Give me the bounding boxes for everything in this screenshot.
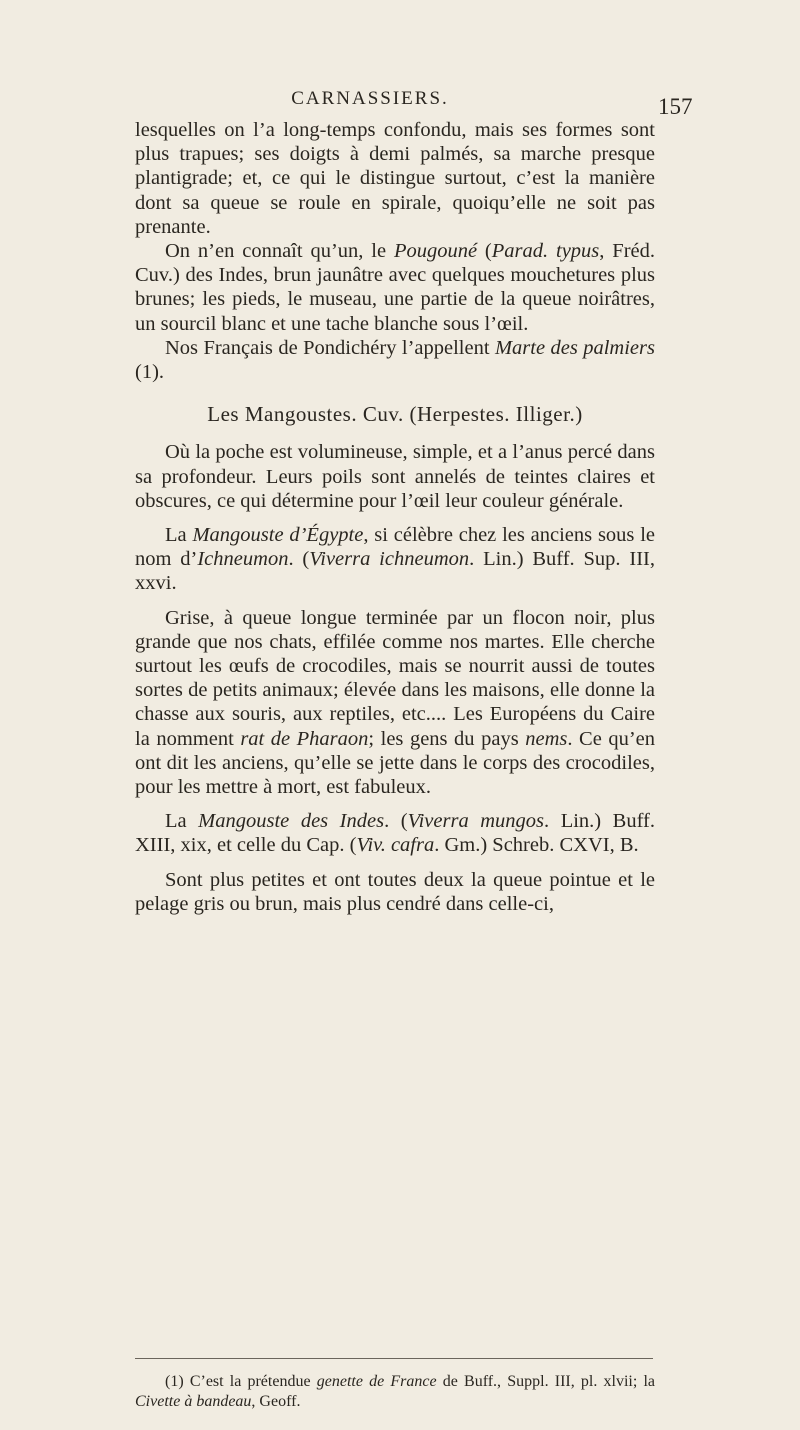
italic-latin-name: Viv. cafra (356, 834, 435, 857)
italic-common-name: Marte des palmiers (494, 336, 655, 359)
text-span: (1) C’est la prétendue (165, 1373, 317, 1390)
footnote-divider (135, 1358, 653, 1359)
page-number: 157 (658, 94, 693, 119)
paragraph-8: Sont plus petites et ont toutes deux la queue pointue et le pelage gris ou brun, mais plus cendré dans celle-ci, (135, 868, 655, 915)
page-header (0, 88, 800, 118)
italic-name: genette de France (316, 1373, 437, 1390)
italic-species-title: Mangouste des Indes (198, 810, 385, 833)
footnote-text (135, 1372, 655, 1412)
text-span: , si célèbre chez les anciens sous le nom d’ (135, 524, 655, 571)
heading-genus: Herpestes (416, 402, 505, 427)
italic-local-name: rat de Pharaon (240, 727, 369, 750)
text-span: ( (477, 240, 492, 263)
paragraph-4: Où la poche est volumineuse, simple, et a l’anus percé dans sa profondeur. Leurs poils sont annelés de teintes claires et obscures, ce qui détermine pour l’œil leur couleur générale. (135, 441, 655, 512)
italic-name: Civette à bandeau (135, 1393, 252, 1410)
paragraph-1: lesquelles on l’a long-temps confondu, mais ses formes sont plus trapues; ses doigts à demi palmés, sa marche presque plantigrade; et, ce qui le distingue surtout, c’est la manière dont sa queue se roule en spirale, quoiqu’elle ne soit pas prenante. (135, 119, 655, 238)
text-span: ; les gens du pays (368, 727, 526, 750)
paragraph-3 (135, 336, 655, 384)
paragraph-5-species-egypt (135, 523, 655, 596)
heading-text: . Illiger.) (504, 402, 583, 427)
footnote-reference: (1). (135, 361, 165, 384)
text-span: On n’en connaît qu’un, le (165, 240, 394, 263)
paragraph-6-description (135, 606, 655, 800)
running-head: CARNASSIERS. (291, 88, 449, 109)
paragraph-7-species-indes (135, 809, 655, 857)
italic-name-pougoune: Pougouné (393, 240, 478, 263)
italic-latin-name: Viverra ichneumon (309, 548, 470, 571)
text-span: , Fréd. Cuv.) des Indes, brun jaunâtre avec quelques mouchetures plus brunes; les pieds, le museau, une partie de la queue noirâtres, un sourcil blanc et une tache blanche sous l’œil. (135, 240, 655, 335)
section-heading-mangoustes (135, 402, 655, 426)
text-span: . Lin.) Buff. Sup. III, xxvi. (135, 548, 655, 595)
heading-text: Les Mangoustes. Cuv. ( (207, 402, 417, 427)
text-span: . Lin.) Buff. XIII, xix, et celle du Cap. ( (135, 810, 655, 857)
italic-species-title: Mangouste d’Égypte (192, 524, 364, 547)
italic-latin-name: Parad. typus (491, 240, 600, 263)
text-span: . Gm.) Schreb. CXVI, B. (434, 834, 639, 857)
italic-latin-name: Viverra mungos (407, 810, 545, 833)
text-span: , Geoff. (251, 1393, 301, 1410)
italic-name-ichneumon: Ichneumon (197, 548, 289, 571)
text-span: La (165, 524, 193, 547)
paragraph-2 (135, 239, 655, 336)
footnote (135, 1372, 655, 1412)
italic-local-name: nems (525, 727, 568, 750)
text-span: . ( (288, 548, 310, 571)
text-span: Nos Français de Pondichéry l’appellent (165, 336, 495, 359)
text-span: Grise, à queue longue terminée par un flocon noir, plus grande que nos chats, effilée comme nos martes. Elle cherche surtout les œufs de crocodiles, mais se nourrit aussi de toutes sortes de petits animaux; élevée dans les maisons, elle donne la chasse aux souris, aux reptiles, etc.... Les Européens du Caire la nomment (135, 606, 655, 750)
text-span: de Buff., Suppl. III, pl. xlvii; la (436, 1373, 655, 1390)
text-span: La (165, 810, 199, 833)
text-span: . ( (384, 810, 408, 833)
body-text (135, 118, 655, 916)
text-span: . Ce qu’en ont dit les anciens, qu’elle se jette dans le corps des crocodiles, pour les mettre à mort, est fabuleux. (135, 727, 656, 799)
